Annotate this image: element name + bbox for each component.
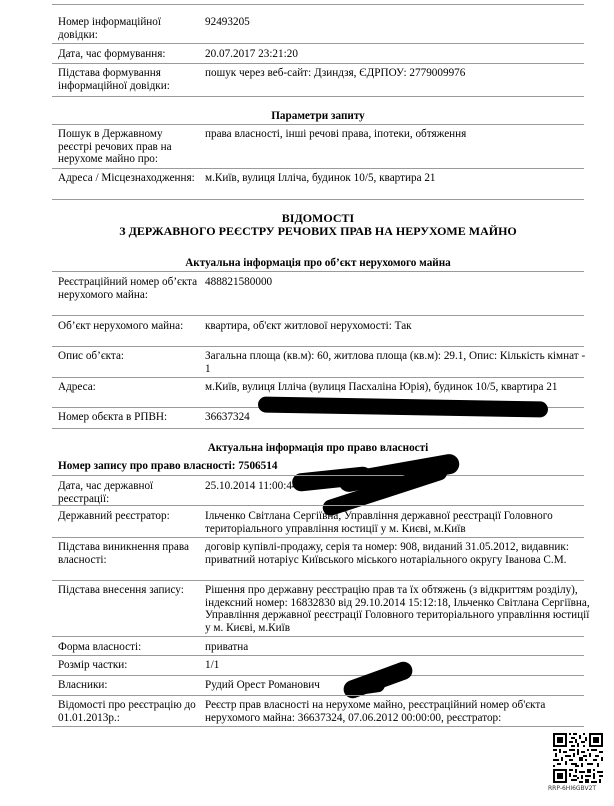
object-label: Об’єкт нерухомого майна: — [58, 320, 184, 332]
registrar-value: Ільченко Світлана Сергіївна, Управління державної реєстрації Головного територіального управління юстиції у м. Києві, м.Київ — [205, 510, 553, 535]
form-value: приватна — [205, 641, 249, 653]
query-address-value: м.Київ, вулиця Ілліча, будинок 10/5, квартира 21 — [205, 172, 436, 184]
reg-number-value: 488821580000 — [205, 276, 273, 288]
divider — [52, 695, 584, 696]
info-number-label: Номер інформаційної довідки: — [58, 16, 161, 41]
divider — [52, 580, 584, 581]
divider — [52, 505, 584, 506]
divider — [52, 63, 584, 64]
entry-label: Підстава внесення запису: — [58, 584, 184, 596]
registrar-label: Державний реєстратор: — [58, 510, 170, 522]
origin-value: договір купівлі-продажу, серія та номер: 908, виданий 31.05.2012, видавник: приватний нотаріус Київського міського нотаріального округу Іванова С.М. — [205, 541, 569, 566]
divider — [52, 675, 584, 676]
basis-value: пошук через веб-сайт: Дзиндзя, ЄДРПОУ: 2779009976 — [205, 67, 466, 79]
divider — [52, 199, 584, 200]
before2013-value: Реєстр прав власності на нерухоме майно, реєстраційний номер об'єкта нерухомого майна: 36637324, 07.06.2012 00:00:00, реєстратор: — [205, 699, 546, 724]
divider — [52, 43, 584, 44]
rpvn-value: 36637324 — [205, 411, 250, 423]
origin-label: Підстава виникнення права власності: — [58, 541, 189, 566]
owners-label: Власники: — [58, 679, 108, 691]
document-title-line1: ВІДОМОСТІ — [281, 211, 355, 225]
owners-value: Рудий Орест Романович — [205, 679, 320, 691]
reg-date-label: Дата, час державної реєстрації: — [58, 480, 154, 505]
divider — [52, 537, 584, 538]
record-number-label: Номер запису про право власності: 7506514 — [58, 460, 278, 472]
entry-value: Рішення про державну реєстрацію прав та їх обтяжень (з відкриттям розділу), індексний номер: 16832830 від 29.10.2014 15:12:18, Ільченко Світлана Сергіївна, Управління державної реєстрації Головного територіального управління юстиції у м. Києві, м.Київ — [205, 584, 590, 634]
object-address-value: м.Київ, вулиця Ілліча (вулиця Пасхаліна Юрія), будинок 10/5, квартира 21 — [205, 381, 558, 393]
divider — [52, 655, 584, 656]
divider — [52, 636, 584, 637]
object-address-label: Адреса: — [58, 381, 96, 393]
share-label: Розмір частки: — [58, 659, 128, 671]
reg-number-label: Реєстраційний номер об’єкта нерухомого майна: — [58, 276, 198, 301]
divider — [52, 96, 584, 97]
datetime-label: Дата, час формування: — [58, 48, 166, 60]
divider — [52, 377, 584, 378]
divider — [52, 168, 584, 169]
query-title: Параметри запиту — [271, 110, 365, 122]
qr-code-icon — [553, 733, 603, 783]
share-value: 1/1 — [205, 659, 220, 671]
divider — [52, 4, 584, 5]
rpvn-label: Номер обєкта в РПВН: — [58, 411, 168, 423]
divider — [52, 346, 584, 347]
divider — [52, 315, 584, 316]
document-title-line2: З ДЕРЖАВНОГО РЕЄСТРУ РЕЧОВИХ ПРАВ НА НЕРУХОМЕ МАЙНО — [119, 224, 517, 238]
divider — [52, 271, 584, 272]
search-value: права власності, інші речові права, іпотеки, обтяження — [205, 128, 467, 140]
before2013-label: Відомості про реєстрацію до 01.01.2013р.: — [58, 699, 196, 724]
query-address-label: Адреса / Місцезнаходження: — [58, 172, 195, 184]
basis-label: Підстава формування інформаційної довідки: — [58, 67, 170, 92]
reg-date-value: 25.10.2014 11:00:44 — [205, 480, 298, 492]
object-value: квартира, об'єкт житлової нерухомості: Так — [205, 320, 412, 332]
object-section-title: Актуальна інформація про об’єкт нерухомого майна — [185, 257, 451, 269]
divider — [52, 726, 584, 727]
divider — [52, 475, 584, 476]
info-number-value: 92493205 — [205, 16, 250, 28]
description-label: Опис об’єкта: — [58, 350, 125, 362]
qr-code-text: RRP-6HI6GBV2T — [548, 785, 597, 792]
divider — [52, 428, 584, 429]
divider — [52, 124, 584, 125]
form-label: Форма власності: — [58, 641, 142, 653]
search-label: Пошук в Державному реєстрі речових прав на нерухоме майно про: — [58, 128, 172, 166]
description-value: Загальна площа (кв.м): 60, житлова площа (кв.м): 29.1, Опис: Кількість кімнат - 1 — [205, 350, 586, 375]
datetime-value: 20.07.2017 23:21:20 — [205, 48, 298, 60]
ownership-section-title: Актуальна інформація про право власності — [207, 442, 429, 454]
